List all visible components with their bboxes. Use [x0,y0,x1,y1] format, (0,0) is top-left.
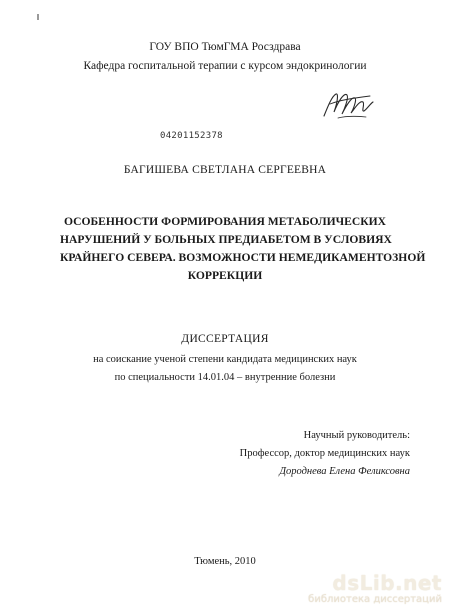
dissertation-title [60,213,426,285]
degree-line: на соискание ученой степени кандидата медицинских наук [93,354,357,365]
signature-icon [320,86,376,124]
supervisor-name: Дороднева Елена Феликсовна [279,466,410,477]
watermark-tagline: библиотека диссертаций [308,594,442,605]
watermark [308,572,442,606]
watermark-logo: dsLib.net [332,571,442,595]
city-year: Тюмень, 2010 [194,556,256,567]
document-type: ДИССЕРТАЦИЯ [181,333,269,345]
registry-number: 04201152378 [160,131,223,141]
title-line: КОРРЕКЦИИ [187,269,263,282]
scan-mark [37,14,39,20]
department-name: Кафедра госпитальной терапии с курсом эндокринологии [83,60,367,72]
organization-name: ГОУ ВПО ТюмГМА Росздрава [149,41,301,53]
title-line: КРАЙНЕГО СЕВЕРА. ВОЗМОЖНОСТИ НЕМЕДИКАМЕНТОЗНОЙ [60,251,426,264]
title-line: НАРУШЕНИЙ У БОЛЬНЫХ ПРЕДИАБЕТОМ В УСЛОВИЯХ [60,233,392,246]
title-line: ОСОБЕННОСТИ ФОРМИРОВАНИЯ МЕТАБОЛИЧЕСКИХ [63,215,387,228]
supervisor-label: Научный руководитель: [303,430,410,441]
supervisor-title: Профессор, доктор медицинских наук [239,448,410,459]
author-name: БАГИШЕВА СВЕТЛАНА СЕРГЕЕВНА [123,164,327,176]
specialty-line: по специальности 14.01.04 – внутренние болезни [114,372,336,383]
